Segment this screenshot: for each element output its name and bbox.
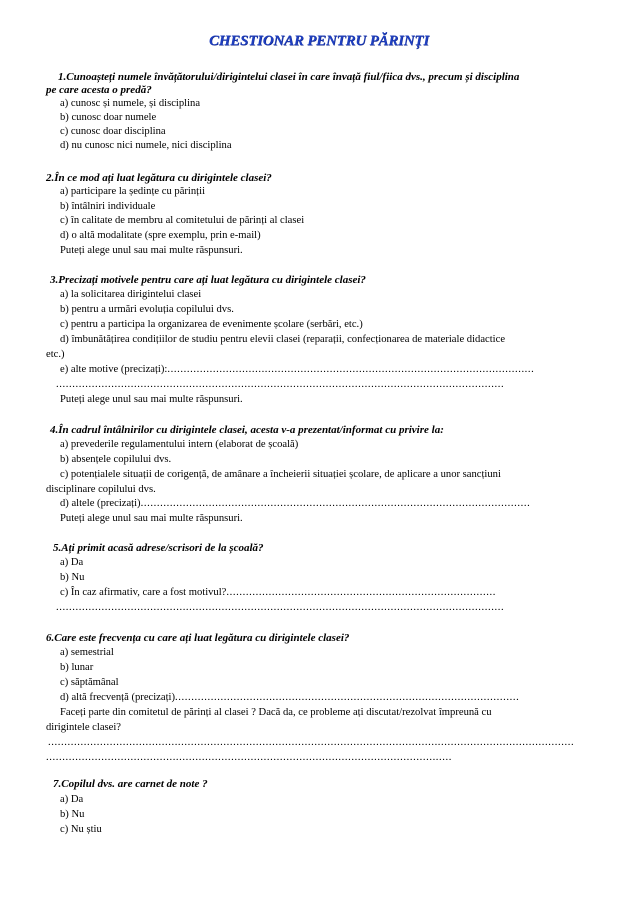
q6-option-b: b) lunar <box>60 662 94 673</box>
question-1-text-cont: pe care acesta o predă? <box>46 84 152 96</box>
q6-option-d-label: d) altă frecvență (precizați) <box>60 692 175 703</box>
answer-line: ............................................................................................................................. <box>46 752 453 763</box>
q4-option-d-label: d) altele (precizați) <box>60 498 141 509</box>
q2-option-a: a) participare la ședințe cu părinții <box>60 186 206 197</box>
question-6-text: 6.Care este frecvența cu care ați luat legătura cu dirigintele clasei? <box>46 632 350 644</box>
q4-option-d <box>60 498 530 510</box>
q3-note: Puteți alege unul sau mai multe răspunsuri. <box>60 394 243 405</box>
q1-option-a: a) cunosc și numele, și disciplina <box>60 98 201 109</box>
question-5-text: 5.Ați primit acasă adrese/scrisori de la școală? <box>53 542 264 554</box>
q3-option-e-label: e) alte motive (precizați): <box>60 364 168 375</box>
q7-option-b: b) Nu <box>60 809 85 820</box>
answer-line: .................................................................................................................................................................. <box>48 737 575 748</box>
q1-option-c: c) cunosc doar disciplina <box>60 126 166 137</box>
q3-option-a: a) la solicitarea dirigintelui clasei <box>60 289 202 300</box>
question-1-text: 1.Cunoașteți numele învățătorului/dirigintelui clasei în care învață fiul/fiica dvs., precum și disciplina <box>58 71 520 83</box>
q2-note: Puteți alege unul sau mai multe răspunsuri. <box>60 245 243 256</box>
answer-line: ................................................................................................................. <box>167 364 535 375</box>
q2-option-d: d) o altă modalitate (spre exemplu, prin e-mail) <box>60 230 261 241</box>
q3-option-d-cont: etc.) <box>46 349 65 360</box>
q6-committee-question-cont: dirigintele clasei? <box>46 722 122 733</box>
q2-option-c: c) în calitate de membru al comitetului de părinți al clasei <box>60 215 305 226</box>
q5-option-c-label: c) În caz afirmativ, care a fost motivul? <box>60 587 227 598</box>
q3-option-d: d) îmbunătățirea condițiilor de studiu pentru elevii clasei (reparații, confecționarea de materiale didactice <box>60 334 506 345</box>
answer-line: .......................................................................................................................................... <box>56 379 505 390</box>
q5-option-b: b) Nu <box>60 572 85 583</box>
q4-option-c: c) potențialele situații de corigență, de amânare a încheierii situației școlare, de aplicare a unor sancțiuni <box>60 469 501 480</box>
q3-option-c: c) pentru a participa la organizarea de evenimente școlare (serbări, etc.) <box>60 319 363 330</box>
question-3-text: 3.Precizați motivele pentru care ați luat legătura cu dirigintele clasei? <box>50 274 366 286</box>
q1-option-b: b) cunosc doar numele <box>60 112 157 123</box>
q5-option-a: a) Da <box>60 557 84 568</box>
q4-option-b: b) absențele copilului dvs. <box>60 454 172 465</box>
q4-note: Puteți alege unul sau mai multe răspunsuri. <box>60 513 243 524</box>
q4-option-a: a) prevederile regulamentului intern (elaborat de școală) <box>60 439 299 450</box>
q6-option-d <box>60 692 519 704</box>
page-title: CHESTIONAR PENTRU PĂRINȚI <box>208 33 430 49</box>
answer-line: .......................................................................................................... <box>174 692 520 703</box>
q3-option-b: b) pentru a urmări evoluția copilului dvs. <box>60 304 234 315</box>
answer-line: .......................................................................................................................................... <box>56 602 505 613</box>
q6-committee-question: Faceți parte din comitetul de părinți al clasei ? Dacă da, ce probleme ați discutat/rezolvat împreună cu <box>60 707 492 718</box>
q3-option-e <box>60 364 534 376</box>
q7-option-c: c) Nu știu <box>60 824 102 835</box>
question-4-text: 4.În cadrul întâlnirilor cu dirigintele clasei, acesta v-a prezentat/informat cu privire la: <box>50 424 444 436</box>
q7-option-a: a) Da <box>60 794 84 805</box>
q5-option-c <box>60 587 496 599</box>
answer-line: ........................................................................................................................ <box>140 498 531 509</box>
q1-option-d: d) nu cunosc nici numele, nici disciplina <box>60 140 232 151</box>
q2-option-b: b) întâlniri individuale <box>60 201 156 212</box>
q6-option-c: c) săptămânal <box>60 677 119 688</box>
q4-option-c-cont: disciplinare copilului dvs. <box>46 484 156 495</box>
answer-line: ................................................................................... <box>226 587 497 598</box>
q6-option-a: a) semestrial <box>60 647 114 658</box>
question-7-text: 7.Copilul dvs. are carnet de note ? <box>53 778 208 790</box>
question-2-text: 2.În ce mod ați luat legătura cu dirigintele clasei? <box>46 172 272 184</box>
